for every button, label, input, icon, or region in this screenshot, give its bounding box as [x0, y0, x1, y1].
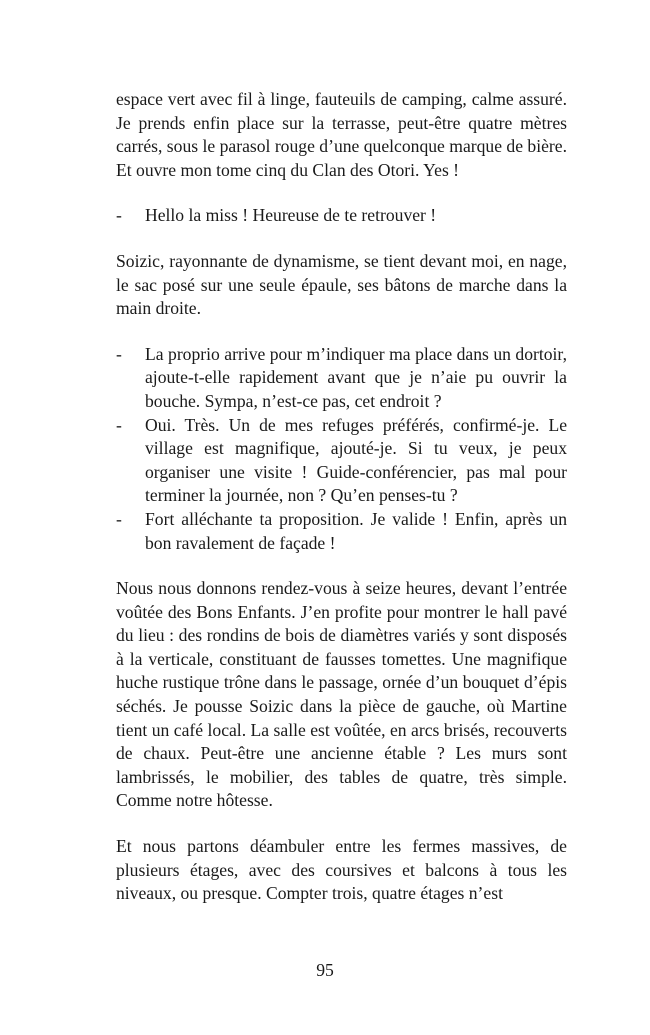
dialogue-dash: - [116, 205, 122, 226]
dialogue-text: Oui. Très. Un de mes refuges préférés, confirmé-je. Le village est magnifique, ajouté-je. Si tu veux, je peux organiser une visite ! Guide-conférencier, pas mal pour terminer la journée, non ? Qu’en penses-tu ? [145, 414, 567, 506]
dialogue-dash: - [116, 414, 122, 435]
paragraph-spacer [116, 555, 567, 577]
page-body [116, 88, 567, 906]
dialogue-line [116, 204, 567, 228]
body-paragraph: espace vert avec fil à linge, fauteuils de camping, calme assuré. Je prends enfin place sur la terrasse, peut-être quatre mètres carrés, sous le parasol rouge d’une quelconque marque de bière. Et ouvre mon tome cinq du Clan des Otori. Yes ! [116, 89, 567, 180]
paragraph-spacer [116, 182, 567, 204]
body-paragraph: Nous nous donnons rendez-vous à seize heures, devant l’entrée voûtée des Bons Enfants. J’en profite pour montrer le hall pavé du lieu : des rondins de bois de diamètres variés y sont disposés à la verticale, constituant de fausses tomettes. Une magnifique huche rustique trône dans le passage, ornée d’un bouquet d’épis séchés. Je pousse Soizic dans la pièce de gauche, où Martine tient un café local. La salle est voûtée, en arcs brisés, recouverts de chaux. Peut-être une ancienne étable ? Les murs sont lambrissés, le mobilier, des tables de quatre, très simple. Comme notre hôtesse. [116, 578, 567, 811]
dialogue-line [116, 508, 567, 555]
dialogue-text: La proprio arrive pour m’indiquer ma place dans un dortoir, ajoute-t-elle rapidement avant que je n’aie pu ouvrir la bouche. Sympa, n’est-ce pas, cet endroit ? [145, 343, 567, 411]
paragraph-spacer [116, 813, 567, 835]
body-paragraph: Et nous partons déambuler entre les fermes massives, de plusieurs étages, avec des coursives et balcons à tous les niveaux, ou presque. Compter trois, quatre étages n’est [116, 836, 567, 904]
dialogue-line [116, 343, 567, 414]
page-number: 95 [316, 960, 334, 980]
dialogue-dash: - [116, 508, 122, 529]
dialogue-text: Fort alléchante ta proposition. Je valide ! Enfin, après un bon ravalement de façade ! [145, 508, 567, 553]
paragraph-spacer [116, 321, 567, 343]
dialogue-dash: - [116, 343, 122, 364]
dialogue-text: Hello la miss ! Heureuse de te retrouver ! [145, 205, 437, 226]
paragraph-spacer [116, 228, 567, 250]
body-paragraph: Soizic, rayonnante de dynamisme, se tient devant moi, en nage, le sac posé sur une seule épaule, ses bâtons de marche dans la main droite. [116, 250, 567, 319]
dialogue-line [116, 414, 567, 508]
